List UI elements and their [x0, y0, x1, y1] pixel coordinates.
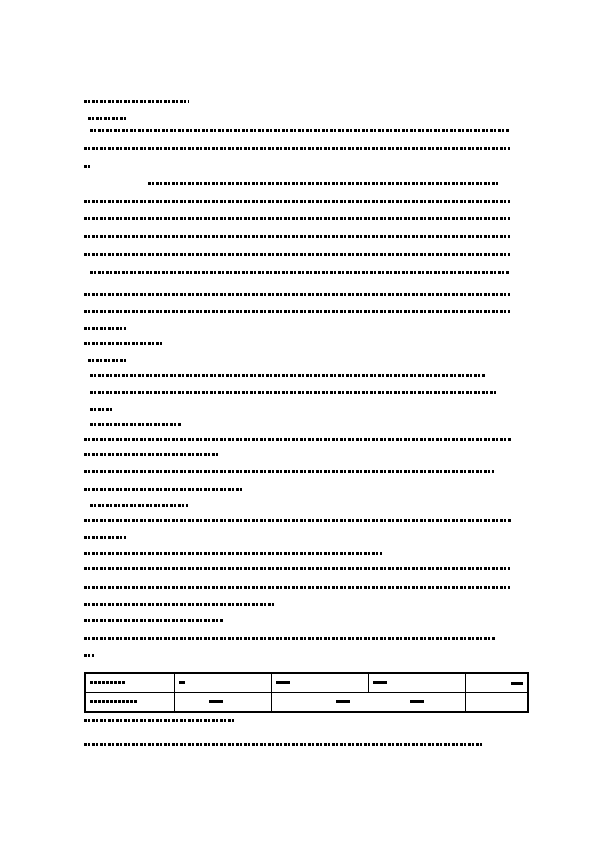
paragraph-line — [84, 437, 512, 443]
table-cell — [85, 693, 175, 713]
table-cell — [272, 673, 369, 693]
paragraph-line — [84, 216, 510, 222]
list-item — [90, 373, 485, 379]
paragraph-line — [84, 199, 510, 205]
table-caption — [84, 718, 234, 724]
paragraph-line — [84, 636, 496, 642]
paragraph-line — [84, 551, 382, 557]
paragraph-line — [84, 487, 242, 493]
paragraph-line — [90, 270, 510, 276]
paragraph-line — [84, 292, 510, 298]
list-label — [90, 422, 182, 428]
table-cell — [466, 693, 529, 713]
table-cell — [466, 673, 529, 693]
doc-heading — [84, 99, 189, 105]
table-cell — [85, 673, 175, 693]
paragraph-line — [84, 602, 274, 608]
table-row — [85, 673, 528, 693]
paragraph-line — [84, 518, 512, 524]
paragraph-line — [84, 566, 510, 572]
paragraph-line — [84, 252, 510, 258]
paragraph-line — [84, 164, 90, 170]
list-label — [90, 503, 188, 509]
table-cell — [272, 693, 466, 713]
table-cell — [175, 693, 272, 713]
list-item — [90, 390, 498, 396]
paragraph-line — [84, 326, 126, 332]
list-label — [88, 358, 126, 364]
paragraph-line — [84, 469, 494, 475]
table-cell — [175, 673, 272, 693]
paragraph-line — [84, 653, 94, 659]
paragraph-line — [84, 309, 510, 315]
paragraph-line — [148, 181, 498, 187]
paragraph-line — [90, 128, 510, 134]
table-row — [85, 693, 528, 713]
data-table — [84, 672, 529, 713]
paragraph-line — [84, 742, 484, 748]
subsection-heading — [84, 341, 162, 347]
paragraph-line — [84, 452, 220, 458]
section-label — [88, 116, 126, 122]
paragraph-line — [84, 585, 510, 591]
paragraph-line — [84, 146, 510, 152]
paragraph-line — [84, 618, 224, 624]
list-item — [90, 407, 112, 413]
paragraph-line — [84, 535, 126, 541]
table-cell — [369, 673, 466, 693]
paragraph-line — [84, 234, 510, 240]
